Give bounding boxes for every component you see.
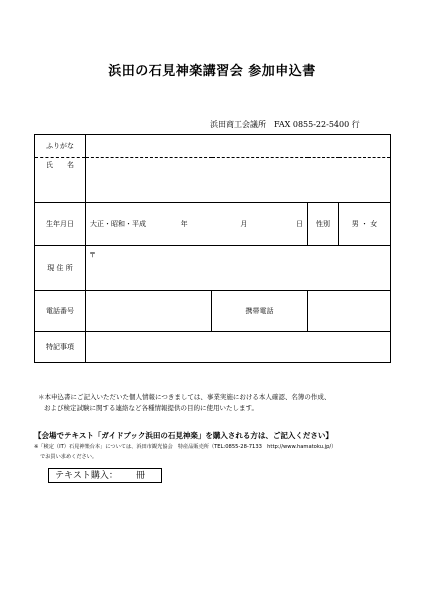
notes-label: 特記事項 <box>35 332 86 363</box>
purchase-heading: 【会場でテキスト「ガイドブック浜田の石見神楽」を購入される方は、ご記入ください】 <box>34 431 333 440</box>
month-label: 月 <box>240 220 248 228</box>
text-purchase-unit: 冊 <box>135 471 145 481</box>
purchase-note-line2: でお買い求めください。 <box>40 454 98 460</box>
purchase-note-line1: ※「検定（IT）石見神楽台本」については、浜田市観光協会 特産品販売所（TEL:0855-28-7133 http://www.hamatoku.jp/） <box>34 444 337 450</box>
text-purchase-box[interactable] <box>48 468 162 483</box>
purchase-note <box>34 442 414 462</box>
day-label: 日 <box>295 220 303 228</box>
privacy-note <box>38 392 398 414</box>
year-label: 年 <box>180 220 188 228</box>
privacy-note-line2: および検定試験に関する連絡など各種情報提供の目的に使用いたします。 <box>44 404 258 412</box>
privacy-note-line1: ＊本申込書にご記入いただいた個人情報につきましては、事業実施における本人確認、名簿の作成、 <box>38 393 331 401</box>
era-options: 大正・昭和・平成 <box>90 220 146 228</box>
phone-field[interactable] <box>86 291 212 332</box>
gender-options[interactable]: 男 ・ 女 <box>339 203 391 246</box>
gender-label: 性別 <box>308 203 339 246</box>
notes-field[interactable] <box>86 332 391 363</box>
name-label: 氏 名 <box>35 158 86 203</box>
dob-label: 生年月日 <box>35 203 86 246</box>
page-title: 浜田の石見神楽講習会 参加申込書 <box>108 64 316 79</box>
mobile-field[interactable] <box>308 291 391 332</box>
address-label: 現 住 所 <box>35 246 86 291</box>
name-field[interactable] <box>86 158 391 203</box>
postal-mark: 〒 <box>89 251 96 259</box>
fax-destination: 浜田商工会議所 FAX 0855-22-5400 行 <box>210 120 360 129</box>
mobile-label: 携帯電話 <box>212 291 308 332</box>
text-purchase-label: テキスト購入： <box>55 471 118 481</box>
phone-label: 電話番号 <box>35 291 86 332</box>
application-form <box>34 134 391 363</box>
dob-field[interactable] <box>86 203 308 246</box>
address-field[interactable] <box>86 246 391 291</box>
furigana-field[interactable] <box>86 135 391 158</box>
furigana-label: ふりがな <box>35 135 86 158</box>
